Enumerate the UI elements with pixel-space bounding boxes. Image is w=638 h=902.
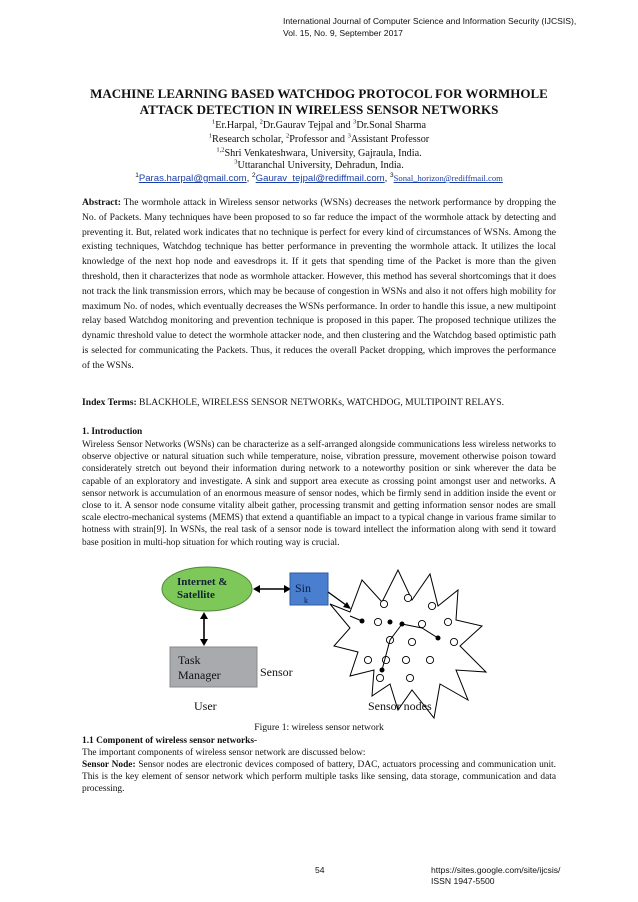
- sink-label-2: k: [304, 596, 308, 605]
- footer-issn: ISSN 1947-5500: [431, 876, 495, 886]
- author-3: Dr.Sonal Sharma: [356, 120, 426, 131]
- introduction-text: Wireless Sensor Networks (WSNs) can be characterize as a self-arranged alongside communications less wireless networks to observe objective or natural situation such while temperature, noise, vibration pressure, movement otherwise poison toward considerately stretch out beyond their information during network to a noteworthy position or sink wherever the data be capable of an exploratory and investigate. A sink and support area execute as crossing point amongst user and networks. A sensor network is accumulation of an enormous measure of sensor nodes, which be firmly send in addition inside the event or close to it. A sensor node consume vitality albeit gather, processing transmit and getting information sensor nodes are small scale electro-mechanical systems (MEMS) that extend a quantifiable an impact to a typical change in various frame similar to hotness with strain[9]. In WSNs, the real task of a sensor node is toward intellect the information along with send it toward base position in multi-hop situation for which routing way is crucial.: [82, 440, 556, 548]
- author-names: $^1$Er.Harpal, $^2$Dr.Gaurav Tejpal and $^3$Dr.Sonal Sharma: [212, 118, 426, 131]
- journal-header: [283, 16, 576, 39]
- components-intro: The important components of wireless sensor network are discussed below:: [82, 748, 366, 758]
- sink-label-1: Sin: [295, 581, 312, 595]
- task-label-1: Task: [178, 653, 201, 667]
- email-link-2[interactable]: Gaurav_tejpal@rediffmail.com: [255, 173, 385, 184]
- sensor-node-label: Sensor Node:: [82, 760, 136, 770]
- title-line-1: MACHINE LEARNING BASED WATCHDOG PROTOCOL FOR WORMHOLE: [90, 86, 548, 101]
- sensor-field-cloud: [330, 570, 486, 718]
- abstract: [82, 196, 556, 374]
- paper-title: [60, 86, 578, 118]
- task-label-2: Manager: [178, 668, 221, 682]
- index-terms-text: BLACKHOLE, WIRELESS SENSOR NETWORKs, WATCHDOG, MULTIPOINT RELAYS.: [136, 397, 504, 408]
- role-2: Professor and: [289, 134, 348, 145]
- affiliation-2: $^3$Uttaranchal University, Dehradun, India.: [234, 158, 404, 171]
- abstract-text: The wormhole attack in Wireless sensor networks (WSNs) decreases the network performance by dropping the No. of Packets. Many techniques have been proposed to so far reduce the impact of the wormhole attack by detecting and preventing it. But, related work indicates that no technique is perfect for every kind of circumstances of WSNs. Among the existing techniques, Watchdog technique has better performance in preventing the wormhole attack. It utilizes the local knowledge of the next hop node and eavesdrops it. If it gets that spending time of the Packet is more than the given threshold, then it characterizes that node as wormhole attacker. However, this method has several shortcomings that it does not track the link transmission errors, which may be because of congestion in WSNs and also it not offers high mobility for maximum No. of nodes, which eventually decreases the WSNs performance. In order to handle this issue, a new multipoint relay based Watchdog monitoring and prevention technique is proposed in this paper. The proposed technique utilizes the dynamic threshold value to detect the wormhole attacker node, and then clustering and the Watchdog based optimistic path is selected for communicating the Packets. Thus, it reduces the overall Packet dropping, which improves the performance of the WSNs.: [82, 197, 556, 371]
- internet-label-2: Satellite: [177, 589, 215, 601]
- sensor-node-paragraph: [82, 759, 556, 796]
- email-link-3[interactable]: Sonal_horizon@rediffmail.com: [393, 173, 503, 183]
- author-1: Er.Harpal,: [215, 120, 260, 131]
- wireless-sensor-network-figure: [150, 560, 490, 720]
- author-2: Dr.Gaurav Tejpal and: [262, 120, 354, 131]
- section-heading-introduction: 1. Introduction: [82, 427, 143, 437]
- author-emails: $^1$Paras.harpal@gmail.com, $^2$Gaurav_tejpal@rediffmail.com, $^3$Sonal_horizon@rediffmail.com: [135, 171, 503, 184]
- index-terms-label: Index Terms:: [82, 397, 137, 408]
- email-link-1[interactable]: Paras.harpal@gmail.com: [138, 173, 247, 184]
- index-terms: [82, 396, 556, 411]
- title-line-2: ATTACK DETECTION IN WIRELESS SENSOR NETWORKS: [139, 102, 499, 117]
- page-number: 54: [315, 865, 325, 875]
- arrow-head-left: [253, 585, 260, 593]
- journal-volume: Vol. 15, No. 9, September 2017: [283, 27, 403, 38]
- internet-label-1: Internet &: [177, 576, 228, 588]
- footer-info: [431, 865, 560, 887]
- sensor-label: Sensor: [260, 665, 293, 679]
- role-1: Research scholar,: [212, 134, 287, 145]
- journal-name: International Journal of Computer Science and Information Security (IJCSIS),: [283, 16, 577, 26]
- abstract-label: Abstract:: [82, 197, 121, 208]
- sensor-node-text: Sensor nodes are electronic devices composed of battery, DAC, actuators processing and communication unit. This is the key element of sensor network which perform multiple tasks like sensing, data storage, communication and data processing.: [82, 760, 556, 795]
- sink-cloud-link: [328, 592, 346, 605]
- role-3: Assistant Professor: [350, 134, 430, 145]
- footer-url[interactable]: https://sites.google.com/site/ijcsis/: [431, 865, 561, 875]
- section-heading-components: 1.1 Component of wireless sensor networks-: [82, 736, 258, 746]
- sensor-nodes-label: Sensor nodes: [368, 699, 432, 713]
- figure-caption: Figure 1: wireless sensor network: [254, 722, 384, 733]
- affiliation-1: $^{1,2}$Shri Venkateshwara, University, Gajraula, India.: [216, 146, 422, 159]
- user-label: User: [194, 699, 217, 713]
- author-roles: $^1$Research scholar, $^2$Professor and $^3$Assistant Professor: [208, 132, 430, 145]
